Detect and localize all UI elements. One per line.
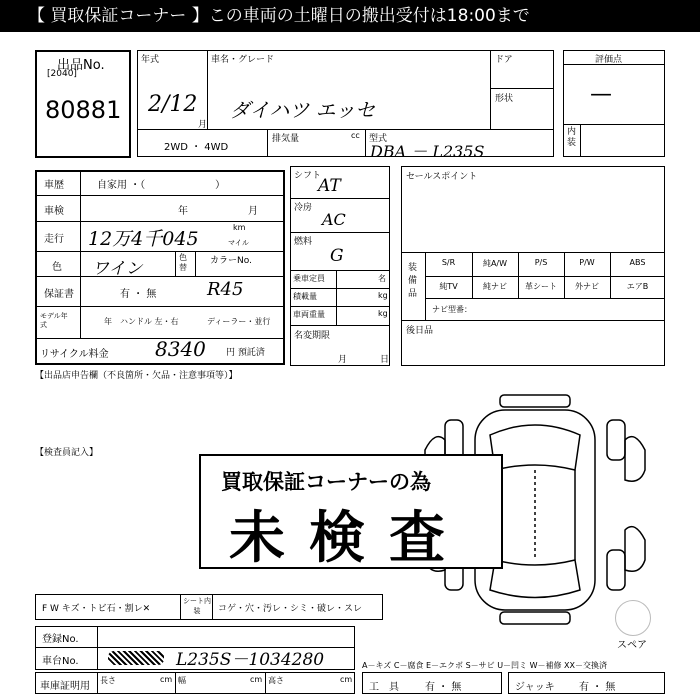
drive-label: 2WD ・ 4WD: [164, 142, 229, 153]
color-no-value: R45: [207, 279, 244, 300]
capacity-unit: 名: [378, 274, 386, 283]
equip-cell: P/W: [579, 258, 595, 267]
lot-code: [2040]: [47, 69, 77, 79]
spare-tire: [615, 600, 651, 636]
seat-line: コゲ・穴・汚レ・シミ・破レ・スレ: [218, 604, 363, 614]
inspection-year-unit: 年: [178, 206, 188, 217]
cert-height-unit: cm: [340, 675, 353, 684]
lot-box: [35, 50, 131, 158]
mileage-value: 12万4千045: [88, 228, 199, 250]
rear-window: [490, 560, 580, 598]
color-label: 色: [52, 262, 62, 273]
spare-label: スペア: [617, 640, 647, 651]
stamp: [199, 454, 503, 569]
sales-label: セールスポイント: [406, 172, 478, 182]
weight-label: 車両重量: [293, 310, 325, 319]
lot-number: 80881: [45, 96, 122, 124]
month-mark: 月: [198, 120, 208, 130]
car-name: ダイハツ エッセ: [230, 98, 376, 122]
load-label: 積載量: [293, 292, 317, 301]
mileage-label: 走行: [44, 234, 64, 245]
year-label: 年式: [141, 55, 160, 65]
equip-cell: 革シート: [525, 282, 557, 291]
reg-label: 登録No.: [42, 634, 79, 645]
ac-value: AC: [322, 210, 346, 229]
history-label: 車歴: [44, 180, 64, 191]
jack-box: [508, 672, 665, 694]
stamp-line1: 買取保証コーナーの為: [221, 470, 431, 494]
chassis-label: 車台No.: [42, 656, 79, 667]
cert-height: 高さ: [268, 676, 284, 685]
rating-label: 評価点: [595, 55, 623, 65]
cert-label: 車庫証明用: [40, 681, 90, 692]
seat-label: シート内装: [183, 597, 211, 615]
redaction-scribble: [108, 651, 164, 665]
cc-unit: cc: [351, 131, 360, 140]
color-change: 色替: [179, 253, 187, 272]
banner: 【 買取保証コーナー 】この車両の土曜日の搬出受付は18:00まで: [0, 0, 700, 32]
capacity-label: 乗車定員: [293, 274, 325, 283]
jack-label: ジャッキ: [515, 682, 555, 693]
later-label: 後日品: [406, 326, 434, 336]
equip-cell: S/R: [441, 258, 456, 267]
load-unit: kg: [378, 291, 388, 300]
model-year-label: モデル年式: [40, 312, 68, 329]
chassis-value: L235S－1034280: [176, 650, 325, 670]
wheel-rr: [607, 550, 625, 590]
color-no-label: カラーNo.: [210, 256, 252, 266]
equip-cell: 外ナビ: [575, 282, 599, 291]
name-change-month: 月: [338, 355, 348, 365]
dealer-label: ディーラー・並行: [207, 317, 271, 326]
recycle-unit: 円 預託済: [226, 348, 265, 358]
damage-legend: A－キズ C－腐食 E－エクボ S－サビ U－凹ミ W－補修 XX－交換済: [362, 661, 608, 670]
recycle-label: リサイクル料金: [40, 349, 109, 360]
shift-label: シフト: [294, 171, 322, 181]
lot-label: 出品No.: [57, 58, 105, 73]
wheel-fr: [607, 420, 625, 460]
equip-label: 装備品: [408, 263, 418, 299]
year-value: 2/12: [148, 92, 198, 117]
stamp-line2: 未検査: [229, 506, 469, 571]
km-unit: km: [233, 223, 246, 232]
equip-cell: ABS: [629, 258, 646, 267]
cert-width-unit: cm: [250, 675, 263, 684]
cert-length: 長さ: [100, 676, 116, 685]
name-label: 車名・グレード: [211, 55, 275, 65]
name-change-day: 日: [380, 355, 390, 365]
warranty-label: 保証書: [44, 289, 74, 300]
name-change-label: 名変期限: [294, 331, 331, 341]
equip-cell: 純ナビ: [483, 282, 507, 291]
jack-value: 有 ・ 無: [579, 682, 616, 693]
cert-length-unit: cm: [160, 675, 173, 684]
handle-label: ハンドル 左・右: [120, 317, 179, 326]
model-year-unit: 年: [104, 317, 112, 326]
model-value: DBA － L235S: [370, 142, 485, 161]
warranty-value: 有 ・ 無: [120, 289, 157, 300]
inspection-label: 車検: [44, 206, 64, 217]
shift-value: AT: [318, 176, 341, 196]
mile-unit: マイル: [228, 239, 249, 247]
details-block: [35, 170, 285, 365]
displacement-label: 排気量: [272, 134, 300, 144]
interior-label: 内装: [567, 127, 577, 148]
history-value: 自家用 ・（ ）: [97, 180, 226, 191]
windshield: [490, 425, 580, 470]
fw-line: F W キズ・トビ石・割レ✕: [42, 604, 151, 614]
cert-width: 幅: [178, 676, 186, 685]
equip-cell: 純TV: [439, 282, 458, 291]
color-value: ワイン: [92, 259, 143, 279]
recycle-value: 8340: [155, 337, 206, 361]
shape-label: 形状: [495, 94, 514, 104]
fuel-value: G: [330, 246, 344, 266]
navi-label: ナビ型番：: [432, 305, 472, 314]
ac-label: 冷房: [294, 203, 313, 213]
rating-box: [563, 50, 665, 157]
equip-cell: エアB: [626, 282, 649, 291]
model-label: 型式: [369, 134, 388, 144]
notes-label: 【出品店申告欄（不良箇所・欠品・注意事項等）】: [35, 371, 238, 381]
tools-value: 有 ・ 無: [425, 682, 462, 693]
inspection-month-unit: 月: [248, 206, 258, 217]
weight-unit: kg: [378, 309, 388, 318]
door-label: ドア: [495, 55, 513, 65]
tools-box: [362, 672, 502, 694]
tools-label: 工 具: [369, 682, 399, 693]
rating-value: —: [590, 82, 612, 107]
equip-cell: P/S: [534, 258, 548, 267]
fuel-label: 燃料: [294, 237, 313, 247]
inspector-label: 【検査員記入】: [35, 448, 99, 458]
equip-cell: 純A/W: [482, 259, 508, 268]
